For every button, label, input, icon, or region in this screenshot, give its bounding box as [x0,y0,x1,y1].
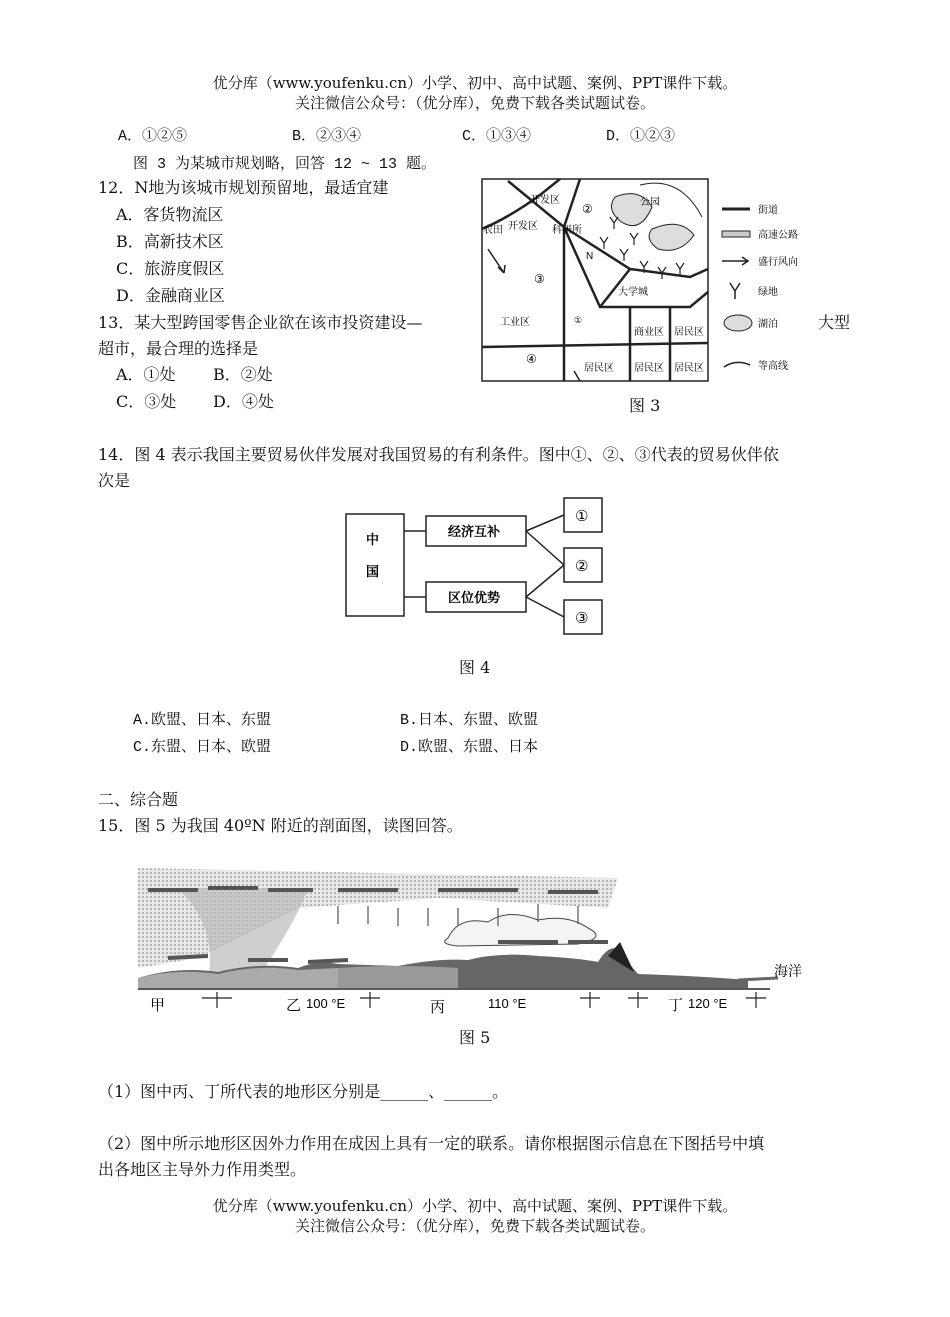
q12-stem: 12．N地为该城市规划预留地，最适宜建 [98,178,389,197]
fig3-legend-1: 高速公路 [758,230,798,241]
header-line-1: 优分库（www.youfenku.cn）小学、初中、高中试题、案例、PPT课件下载。 [212,74,738,92]
fig4-china-1: 中 [366,532,380,547]
fig4-china-2: 国 [366,564,380,579]
q14-option-d: D.欧盟、东盟、日本 [400,739,539,756]
fig3-label-keyan: 科研所 [552,225,582,236]
q14-stem-2: 次是 [98,471,131,490]
q14-option-a: A.欧盟、日本、东盟 [133,712,272,729]
figure-5-cross-section [138,868,810,1020]
fig3-legend-3: 绿地 [758,287,778,298]
fig3-label-nongtian: 农田 [483,225,503,236]
q11-option-a: A．①②⑤ [118,128,188,145]
fig3-label-jumin-1: 居民区 [674,327,704,338]
q13-stem-2: 超市，最合理的选择是 [98,339,259,358]
fig4-box-economic: 经济互补 [448,524,501,539]
fig5-lon-100: 100 °E [306,996,346,1011]
q12-option-c: C．旅游度假区 [116,259,225,278]
fig3-label-kaifa-1: 开发区 [530,195,560,206]
q14-option-c: C.东盟、日本、欧盟 [133,739,272,756]
fig3-legend-5: 等高线 [758,361,788,372]
figure-4-trade-diagram [340,494,610,642]
fig5-label-bing: 丙 [430,999,446,1016]
fig3-label-gongye: 工业区 [500,317,530,328]
fig3-label-circle-3: ③ [534,272,545,286]
q12-option-d: D．金融商业区 [116,286,225,305]
fig4-partner-2: ② [575,558,589,575]
fig3-label-circle-2: ② [582,202,593,216]
fig5-label-ding: 丁 [668,997,684,1014]
fig5-label-ocean: 海洋 [774,963,802,979]
fig4-partner-3: ③ [575,610,589,627]
fig3-legend-2: 盛行风向 [758,257,798,268]
intro-12-13: 图 3 为某城市规划略，回答 12 ~ 13 题。 [133,156,437,173]
fig3-label-jumin-2: 居民区 [584,363,614,374]
fig3-legend-4: 湖泊 [758,319,778,330]
q12-option-a: A．客货物流区 [116,205,224,224]
fig3-label-daxue: 大学城 [618,287,648,298]
fig5-lon-120: 120 °E [688,996,728,1011]
fig3-label-circle-1: ① [574,315,583,325]
fig3-label-jumin-4: 居民区 [674,363,704,374]
fig3-label-jumin-3: 居民区 [634,363,664,374]
q13-stem-1: 13．某大型跨国零售企业欲在该市投资建设— [98,313,423,332]
fig3-label-circle-4: ④ [526,352,537,366]
fig4-partner-1: ① [575,508,589,525]
fig5-lon-110: 110 °E [488,996,527,1011]
fig4-box-location: 区位优势 [448,590,501,605]
q11-option-d: D．①②③ [606,128,676,145]
section-2-title: 二、综合题 [98,790,179,809]
q11-option-c: C．①③④ [462,128,532,145]
q14-option-b: B.日本、东盟、欧盟 [400,712,539,729]
footer-line-2: 关注微信公众号：（优分库），免费下载各类试题试卷。 [294,1217,655,1235]
fig3-label-n: N [586,251,594,262]
q12-option-b: B．高新技术区 [116,232,224,251]
q15-sub-2a: （2）图中所示地形区因外力作用在成因上具有一定的联系。请你根据图示信息在下图括号中填 [98,1134,765,1153]
fig5-label-jia: 甲 [150,997,166,1014]
q13-stem-tail: 大型 [818,313,851,332]
fig5-label-yi: 乙 [286,997,302,1014]
q13-option-c: C．③处 [116,392,177,411]
figure-3-city-map [480,177,810,385]
q11-option-b: B．②③④ [292,128,362,145]
fig3-label-shangye: 商业区 [634,327,664,338]
q13-option-a: A．①处 [116,365,176,384]
fig3-label-kaifa-2: 开发区 [508,221,538,232]
q15-stem: 15．图 5 为我国 40ºN 附近的剖面图，读图回答。 [98,816,463,835]
figure-4-caption: 图 4 [459,658,491,677]
q14-stem-1: 14．图 4 表示我国主要贸易伙伴发展对我国贸易的有利条件。图中①、②、③代表的贸易伙伴依 [98,445,779,464]
footer-line-1: 优分库（www.youfenku.cn）小学、初中、高中试题、案例、PPT课件下载。 [212,1197,738,1215]
q15-sub-2b: 出各地区主导外力作用类型。 [98,1160,307,1179]
figure-3-caption: 图 3 [629,396,661,415]
q15-sub-1: （1）图中丙、丁所代表的地形区分别是______、______。 [98,1082,509,1101]
figure-5-caption: 图 5 [459,1028,491,1047]
fig3-label-gongyuan: 公园 [640,197,660,208]
q13-option-b: B．②处 [213,365,273,384]
fig3-legend-0: 街道 [758,205,778,216]
q13-option-d: D．④处 [213,392,274,411]
header-line-2: 关注微信公众号：（优分库），免费下载各类试题试卷。 [294,94,655,112]
